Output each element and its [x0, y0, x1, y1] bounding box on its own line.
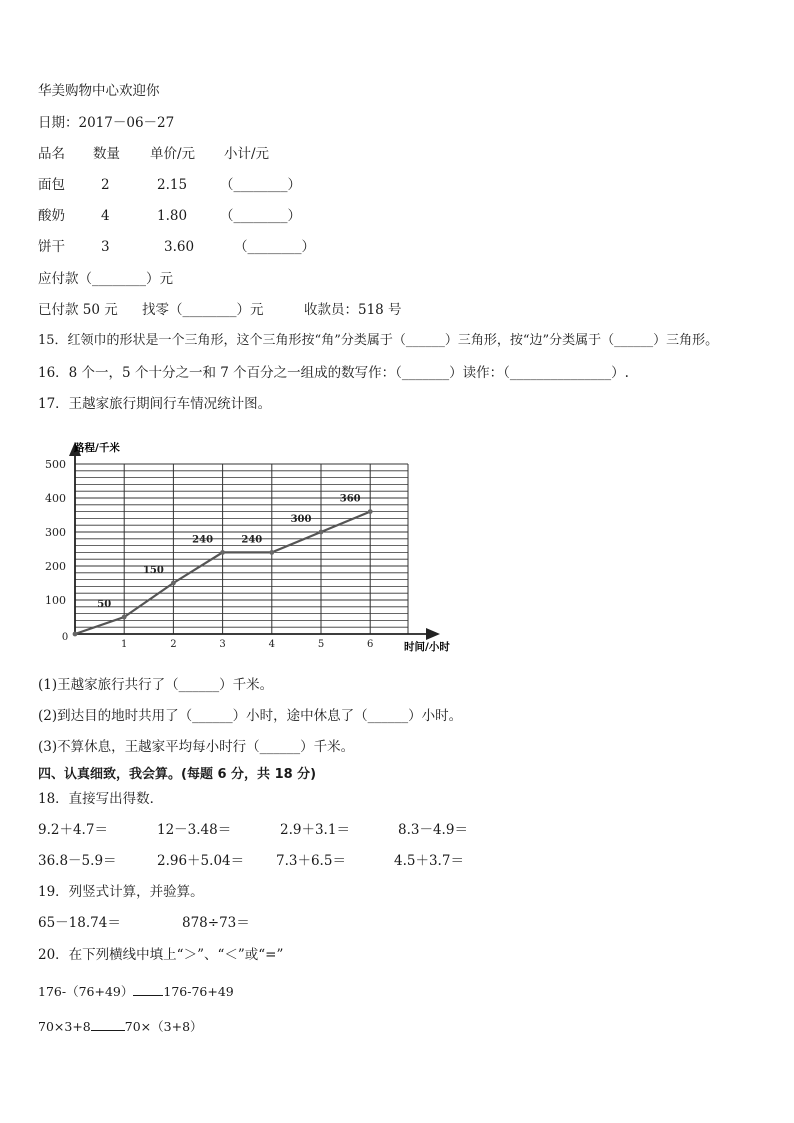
item-qty: 3: [101, 239, 110, 255]
x-tick-label: 5: [317, 639, 325, 650]
y-tick-label: 200: [45, 560, 66, 573]
data-point: [171, 581, 176, 586]
data-point: [73, 632, 78, 637]
payable-line: 应付款（________）元: [38, 271, 173, 287]
data-label: 240: [241, 534, 263, 546]
y-tick-label: 100: [45, 594, 66, 607]
chart-ticks: [45, 458, 373, 650]
shop-welcome: 华美购物中心欢迎你: [38, 83, 160, 99]
y-tick-label: 400: [45, 492, 66, 505]
data-point: [269, 550, 274, 555]
item-price: 3.60: [164, 239, 195, 255]
answer-blank[interactable]: [133, 983, 163, 996]
section-4-heading: 四、认真细致，我会算。(每题 6 分，共 18 分): [38, 767, 317, 782]
calc-item: 4.5＋3.7＝: [394, 853, 464, 869]
compare-left: 176-（76+49）: [38, 984, 134, 999]
x-axis-arrow: [426, 628, 440, 640]
calc-item: 2.96＋5.04＝: [157, 853, 245, 869]
question-20-title: 20．在下列横线中填上“＞”、“＜”或“=”: [38, 947, 284, 963]
chart-grid: [75, 464, 408, 634]
question-16: 16．8 个一，5 个十分之一和 7 个百分之一组成的数写作：（_______）读作：（_______________）.: [38, 365, 629, 381]
change-line: 找零（________）元: [142, 302, 264, 318]
x-tick-label: 0: [61, 632, 69, 643]
header-subtotal: 小计/元: [224, 146, 270, 162]
data-point: [319, 530, 324, 535]
item-price: 1.80: [157, 208, 188, 224]
item-qty: 4: [101, 208, 110, 224]
data-point: [368, 509, 373, 514]
item-price: 2.15: [157, 177, 188, 193]
compare-line-1: [38, 983, 234, 1001]
calc-item: 36.8－5.9＝: [38, 853, 117, 869]
item-subtotal-blank: （________）: [220, 177, 301, 193]
y-axis-label: 路程/千米: [74, 442, 120, 454]
cashier-id: 收款员：518 号: [304, 302, 402, 318]
calc-item: 2.9＋3.1＝: [280, 822, 350, 838]
compare-right: 176-76+49: [163, 984, 234, 999]
item-qty: 2: [101, 177, 110, 193]
answer-blank[interactable]: [91, 1018, 125, 1031]
compare-left: 70×3+8: [38, 1019, 91, 1034]
x-tick-label: 2: [170, 639, 177, 650]
data-point: [122, 615, 127, 620]
question-17-title: 17．王越家旅行期间行车情况统计图。: [38, 396, 272, 412]
item-subtotal-blank: （________）: [220, 208, 301, 224]
y-tick-label: 500: [45, 458, 66, 471]
receipt-date: 日期：2017－06－27: [38, 115, 175, 131]
vertical-calc-item: 65－18.74＝: [38, 915, 121, 931]
x-tick-label: 4: [268, 639, 275, 650]
calc-item: 8.3－4.9＝: [398, 822, 468, 838]
travel-line-chart: [30, 432, 470, 660]
data-label: 300: [290, 514, 312, 525]
header-name: 品名: [38, 146, 65, 162]
question-17-part-2: (2)到达目的地时共用了（______）小时，途中休息了（______）小时。: [38, 708, 463, 724]
header-price: 单价/元: [150, 146, 196, 162]
x-tick-label: 1: [121, 639, 128, 650]
question-15: 15．红领巾的形状是一个三角形，这个三角形按“角”分类属于（______）三角形，按“边”分类属于（______）三角形。: [38, 333, 719, 348]
compare-right: 70×（3+8）: [124, 1019, 203, 1034]
item-subtotal-blank: （________）: [234, 239, 315, 255]
x-tick-label: 3: [219, 639, 226, 650]
question-17-part-1: (1)王越家旅行共行了（______）千米。: [38, 677, 274, 693]
item-name: 面包: [38, 177, 65, 193]
item-name: 饼干: [38, 239, 65, 255]
question-17-part-3: (3)不算休息，王越家平均每小时行（______）千米。: [38, 739, 355, 755]
data-label: 360: [339, 493, 361, 505]
y-tick-label: 300: [45, 526, 66, 539]
x-axis-label: 时间/小时: [404, 641, 450, 653]
paid-amount: 已付款 50 元: [38, 302, 118, 318]
item-name: 酸奶: [38, 208, 65, 224]
question-18-title: 18．直接写出得数．: [38, 791, 164, 807]
data-label: 150: [142, 565, 164, 576]
data-label: 240: [192, 534, 214, 546]
x-tick-label: 6: [367, 639, 374, 650]
header-qty: 数量: [93, 146, 120, 162]
calc-item: 12－3.48＝: [157, 822, 232, 838]
vertical-calc-item: 878÷73＝: [182, 915, 250, 931]
question-19-title: 19．列竖式计算，并验算。: [38, 884, 204, 900]
calc-item: 7.3＋6.5＝: [276, 853, 346, 869]
data-point: [220, 550, 225, 555]
data-label: 50: [97, 599, 112, 610]
calc-item: 9.2＋4.7＝: [38, 822, 108, 838]
compare-line-2: [38, 1018, 203, 1036]
